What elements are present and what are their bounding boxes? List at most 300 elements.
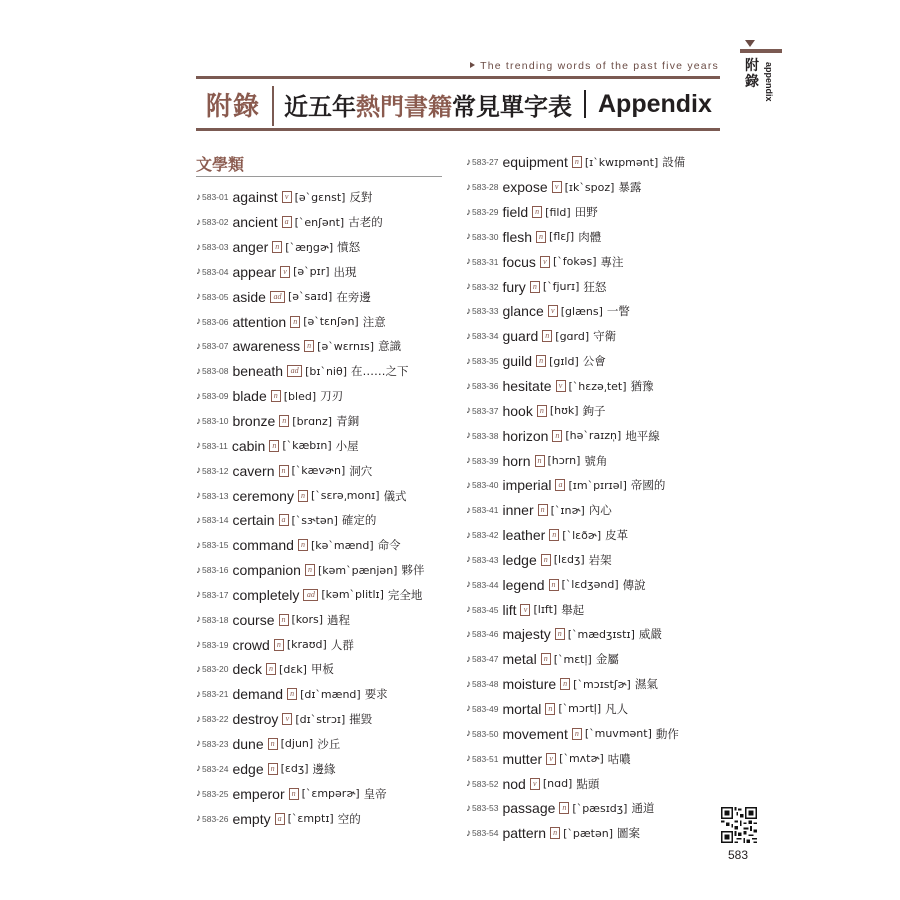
phonetic: [`mʌtɚ]	[559, 752, 604, 766]
audio-track-number[interactable]: ♪ 583-49	[466, 703, 499, 715]
part-of-speech-badge: a	[555, 479, 565, 491]
list-item	[196, 483, 424, 508]
list-item	[466, 448, 685, 473]
vocab-word: equipment	[502, 154, 568, 171]
audio-track-number[interactable]: ♪ 583-06	[196, 316, 229, 328]
music-note-icon: ♪	[196, 291, 201, 303]
part-of-speech-badge: n	[541, 554, 551, 566]
vocab-word: empty	[232, 810, 271, 827]
vocab-word: expose	[502, 179, 548, 196]
phonetic: [`fjurɪ]	[542, 280, 580, 294]
phonetic: [dɛk]	[279, 662, 307, 676]
list-item	[466, 821, 685, 846]
title-main: 近五年 熱門書籍 常見單字表 Appendix	[284, 89, 712, 121]
music-note-icon: ♪	[196, 340, 201, 352]
music-note-icon: ♪	[466, 604, 471, 616]
audio-track-number[interactable]: ♪ 583-34	[466, 330, 499, 342]
title-appendix-en: Appendix	[598, 89, 712, 118]
translation: 暴露	[618, 180, 642, 195]
translation: 出現	[333, 264, 357, 279]
qr-code-icon[interactable]	[721, 807, 757, 843]
list-item	[196, 732, 424, 757]
music-note-icon: ♪	[466, 380, 471, 392]
translation: 注意	[362, 314, 386, 329]
audio-track-number[interactable]: ♪ 583-03	[196, 241, 229, 253]
translation: 金屬	[595, 652, 619, 667]
translation: 確定的	[341, 513, 377, 528]
part-of-speech-badge: n	[272, 241, 282, 253]
music-note-icon: ♪	[196, 440, 201, 452]
page-title	[196, 80, 720, 128]
audio-track-number[interactable]: ♪ 583-36	[466, 380, 499, 392]
audio-track-number[interactable]: ♪ 583-15	[196, 539, 229, 551]
audio-track-number[interactable]: ♪ 583-04	[196, 266, 229, 278]
audio-track-number[interactable]: ♪ 583-08	[196, 365, 229, 377]
translation: 命令	[377, 538, 401, 553]
part-of-speech-badge: ad	[287, 365, 302, 377]
vocab-word: mutter	[502, 750, 543, 767]
audio-track-number[interactable]: ♪ 583-27	[466, 156, 499, 168]
music-note-icon: ♪	[466, 206, 471, 218]
translation: 沙丘	[317, 736, 341, 751]
music-note-icon: ♪	[466, 405, 471, 417]
vocab-word: glance	[502, 303, 544, 320]
list-item	[466, 349, 685, 374]
phonetic: [`sɝtən]	[291, 513, 338, 527]
vocab-word: crowd	[232, 636, 270, 653]
music-note-icon: ♪	[196, 614, 201, 626]
translation: 公會	[582, 354, 606, 369]
list-item	[466, 498, 685, 523]
vocab-word: flesh	[502, 228, 533, 245]
vocab-word: legend	[502, 576, 545, 593]
music-note-icon: ♪	[466, 728, 471, 740]
audio-track-number[interactable]: ♪ 583-26	[196, 813, 229, 825]
vocab-word: moisture	[502, 676, 557, 693]
audio-track-number[interactable]: ♪ 583-53	[466, 802, 499, 814]
phonetic: [kə`mænd]	[310, 538, 374, 552]
phonetic: [djun]	[280, 737, 314, 751]
vocab-word: fury	[502, 278, 526, 295]
translation: 傳說	[622, 577, 646, 592]
list-item	[196, 558, 424, 583]
audio-track-number[interactable]: ♪ 583-45	[466, 604, 499, 616]
part-of-speech-badge: n	[560, 678, 570, 690]
list-item	[196, 707, 424, 732]
part-of-speech-badge: a	[282, 216, 292, 228]
vocab-word: field	[502, 204, 529, 221]
audio-track-number[interactable]: ♪ 583-24	[196, 763, 229, 775]
list-item	[466, 398, 685, 423]
translation: 威嚴	[638, 627, 662, 642]
list-item	[196, 334, 424, 359]
list-item	[196, 185, 424, 210]
audio-track-number[interactable]: ♪ 583-43	[466, 554, 499, 566]
phonetic: [`ɛmpərɚ]	[301, 787, 360, 801]
part-of-speech-badge: n	[555, 628, 565, 640]
translation: 狂怒	[583, 279, 607, 294]
part-of-speech-badge: v	[546, 753, 556, 765]
list-item	[466, 423, 685, 448]
translation: 要求	[364, 687, 388, 702]
music-note-icon: ♪	[196, 514, 201, 526]
music-note-icon: ♪	[196, 241, 201, 253]
audio-track-number[interactable]: ♪ 583-18	[196, 614, 229, 626]
vocab-word: pattern	[502, 825, 547, 842]
vocab-word: focus	[502, 253, 536, 270]
audio-track-number[interactable]: ♪ 583-13	[196, 490, 229, 502]
part-of-speech-badge: a	[275, 813, 285, 825]
translation: 動作	[655, 726, 679, 741]
phonetic: [nɑd]	[542, 777, 573, 791]
music-note-icon: ♪	[196, 465, 201, 477]
audio-track-number[interactable]: ♪ 583-23	[196, 738, 229, 750]
phonetic: [`lɛðɚ]	[562, 528, 602, 542]
translation: 一瞥	[606, 304, 630, 319]
audio-track-number[interactable]: ♪ 583-51	[466, 753, 499, 765]
music-note-icon: ♪	[466, 355, 471, 367]
vocab-word: majesty	[502, 626, 551, 643]
vocab-word: nod	[502, 775, 526, 792]
phonetic: [`ɪnɚ]	[550, 503, 585, 517]
audio-track-number[interactable]: ♪ 583-48	[466, 678, 499, 690]
audio-track-number[interactable]: ♪ 583-10	[196, 415, 229, 427]
list-item	[466, 175, 685, 200]
audio-track-number[interactable]: ♪ 583-12	[196, 465, 229, 477]
audio-track-number[interactable]: ♪ 583-14	[196, 514, 229, 526]
vocab-word: horizon	[502, 427, 549, 444]
music-note-icon: ♪	[466, 256, 471, 268]
audio-track-number[interactable]: ♪ 583-11	[196, 440, 228, 452]
vocab-word: demand	[232, 686, 284, 703]
vocab-word: companion	[232, 562, 301, 579]
title-divider	[272, 86, 274, 126]
part-of-speech-badge: n	[298, 539, 308, 551]
list-item	[196, 458, 424, 483]
translation: 反對	[349, 190, 373, 205]
list-item	[466, 374, 685, 399]
music-note-icon: ♪	[196, 813, 201, 825]
part-of-speech-badge: v	[282, 191, 292, 203]
vocab-word: ceremony	[232, 487, 294, 504]
phonetic: [`hɛzə͵tet]	[568, 379, 627, 393]
list-item	[196, 235, 424, 260]
translation: 岩架	[588, 552, 612, 567]
translation: 儀式	[383, 488, 407, 503]
music-note-icon: ♪	[196, 539, 201, 551]
phonetic: [`muvmənt]	[584, 727, 652, 741]
phonetic: [ɛdʒ]	[280, 762, 309, 776]
part-of-speech-badge: v	[280, 266, 290, 278]
phonetic: [hə`raɪzn̩]	[565, 429, 622, 443]
audio-track-number[interactable]: ♪ 583-44	[466, 579, 499, 591]
phonetic: [bled]	[283, 389, 317, 403]
phonetic: [`kævɚn]	[291, 464, 346, 478]
music-note-icon: ♪	[466, 678, 471, 690]
part-of-speech-badge: n	[266, 663, 276, 675]
music-note-icon: ♪	[196, 564, 201, 576]
part-of-speech-badge: n	[572, 156, 582, 168]
audio-track-number[interactable]: ♪ 583-35	[466, 355, 499, 367]
list-item	[196, 583, 424, 608]
vocab-word: ledge	[502, 551, 537, 568]
translation: 通道	[631, 801, 655, 816]
list-item	[466, 721, 685, 746]
list-item	[466, 548, 685, 573]
list-item	[196, 433, 424, 458]
phonetic: [`fokəs]	[552, 255, 597, 269]
part-of-speech-badge: n	[290, 316, 300, 328]
part-of-speech-badge: v	[552, 181, 562, 193]
part-of-speech-badge: n	[535, 455, 545, 467]
part-of-speech-badge: v	[548, 305, 558, 317]
phonetic: [ɪk`spoz]	[564, 180, 615, 194]
word-list-right	[466, 150, 685, 846]
music-note-icon: ♪	[466, 529, 471, 541]
phonetic: [`mɔɪstʃɚ]	[573, 677, 631, 691]
vocab-word: movement	[502, 725, 568, 742]
music-note-icon: ♪	[466, 231, 471, 243]
audio-track-number[interactable]: ♪ 583-38	[466, 430, 499, 442]
music-note-icon: ♪	[466, 281, 471, 293]
vocab-word: certain	[232, 512, 275, 529]
music-note-icon: ♪	[196, 788, 201, 800]
phonetic: [brɑnz]	[292, 414, 333, 428]
word-list-left	[196, 185, 424, 831]
list-item	[466, 572, 685, 597]
translation: 咕噥	[607, 751, 631, 766]
translation: 人群	[330, 637, 354, 652]
music-note-icon: ♪	[466, 653, 471, 665]
translation: 夥伴	[401, 563, 425, 578]
triangle-marker-icon	[470, 62, 475, 68]
vocab-word: guild	[502, 353, 533, 370]
translation: 憤怒	[337, 240, 361, 255]
music-note-icon: ♪	[466, 703, 471, 715]
list-item	[466, 324, 685, 349]
list-item	[196, 682, 424, 707]
translation: 圖案	[616, 826, 640, 841]
audio-track-number[interactable]: ♪ 583-33	[466, 305, 499, 317]
vocab-word: deck	[232, 661, 263, 678]
vocab-word: course	[232, 611, 275, 628]
vocab-word: appear	[232, 263, 277, 280]
phonetic: [`pæsɪdʒ]	[572, 801, 628, 815]
translation: 舉起	[561, 602, 585, 617]
vocab-word: cabin	[231, 437, 266, 454]
music-note-icon: ♪	[466, 554, 471, 566]
list-item	[196, 756, 424, 781]
audio-track-number[interactable]: ♪ 583-25	[196, 788, 229, 800]
list-item	[466, 771, 685, 796]
part-of-speech-badge: n	[541, 653, 551, 665]
translation: 帝國的	[630, 478, 666, 493]
part-of-speech-badge: n	[304, 340, 314, 352]
phonetic: [`lɛdʒənd]	[561, 578, 619, 592]
part-of-speech-badge: n	[542, 330, 552, 342]
vocab-word: inner	[502, 502, 534, 519]
phonetic: [flɛʃ]	[549, 230, 575, 244]
vocab-word: against	[232, 189, 278, 206]
translation: 田野	[574, 205, 598, 220]
phonetic: [`pætən]	[563, 826, 613, 840]
phonetic: [dɪ`mænd]	[300, 687, 361, 701]
vocab-word: ancient	[232, 214, 278, 231]
audio-track-number[interactable]: ♪ 583-22	[196, 713, 229, 725]
audio-track-number[interactable]: ♪ 583-31	[466, 256, 499, 268]
audio-track-number[interactable]: ♪ 583-21	[196, 688, 229, 700]
vocab-word: guard	[502, 328, 539, 345]
music-note-icon: ♪	[196, 663, 201, 675]
part-of-speech-badge: n	[268, 763, 278, 775]
audio-track-number[interactable]: ♪ 583-19	[196, 639, 229, 651]
vocab-word: hesitate	[502, 378, 552, 395]
audio-track-number[interactable]: ♪ 583-07	[196, 340, 229, 352]
audio-track-number[interactable]: ♪ 583-16	[196, 564, 229, 576]
audio-track-number[interactable]: ♪ 583-02	[196, 216, 229, 228]
audio-track-number[interactable]: ♪ 583-52	[466, 778, 499, 790]
phonetic: [ə`gɛnst]	[294, 190, 346, 204]
music-note-icon: ♪	[196, 639, 201, 651]
music-note-icon: ♪	[466, 455, 471, 467]
audio-track-number[interactable]: ♪ 583-42	[466, 529, 499, 541]
vocab-word: mortal	[502, 700, 542, 717]
part-of-speech-badge: n	[552, 430, 562, 442]
audio-track-number[interactable]: ♪ 583-41	[466, 504, 499, 516]
section-title: 文學類	[196, 155, 245, 174]
part-of-speech-badge: v	[556, 380, 566, 392]
vocab-word: aside	[232, 288, 266, 305]
part-of-speech-badge: n	[549, 579, 559, 591]
translation: 猶豫	[630, 379, 654, 394]
audio-track-number[interactable]: ♪ 583-50	[466, 728, 499, 740]
phonetic: [gɑrd]	[555, 329, 590, 343]
vocab-word: passage	[502, 800, 556, 817]
vocab-word: attention	[232, 313, 287, 330]
music-note-icon: ♪	[466, 305, 471, 317]
header-bottom-rule	[196, 128, 720, 131]
part-of-speech-badge: n	[298, 490, 308, 502]
phonetic: [ə`pɪr]	[293, 265, 330, 279]
part-of-speech-badge: n	[536, 231, 546, 243]
translation: 點頭	[576, 776, 600, 791]
part-of-speech-badge: n	[287, 688, 297, 700]
vocab-word: bronze	[232, 413, 276, 430]
audio-track-number[interactable]: ♪ 583-46	[466, 628, 499, 640]
audio-track-number[interactable]: ♪ 583-54	[466, 827, 499, 839]
part-of-speech-badge: v	[520, 604, 530, 616]
phonetic: [ə`wɛrnɪs]	[317, 339, 375, 353]
list-item	[196, 806, 424, 831]
audio-track-number[interactable]: ♪ 583-47	[466, 653, 499, 665]
phonetic: [bɪ`niθ]	[305, 364, 347, 378]
part-of-speech-badge: n	[305, 564, 315, 576]
part-of-speech-badge: v	[282, 713, 292, 725]
audio-track-number[interactable]: ♪ 583-39	[466, 455, 499, 467]
part-of-speech-badge: n	[279, 465, 289, 477]
audio-track-number[interactable]: ♪ 583-28	[466, 181, 499, 193]
list-item	[196, 409, 424, 434]
music-note-icon: ♪	[196, 216, 201, 228]
translation: 號角	[584, 453, 608, 468]
phonetic: [`mɛtl̩]	[553, 652, 592, 666]
audio-track-number[interactable]: ♪ 583-17	[196, 589, 229, 601]
audio-track-number[interactable]: ♪ 583-20	[196, 663, 229, 675]
list-item	[196, 210, 424, 235]
translation: 肉體	[578, 229, 602, 244]
page-number: 583	[728, 848, 749, 862]
translation: 皮革	[605, 528, 629, 543]
audio-track-number[interactable]: ♪ 583-29	[466, 206, 499, 218]
translation: 凡人	[605, 701, 629, 716]
phonetic: [kəm`plitlɪ]	[321, 588, 384, 602]
vocab-word: hook	[502, 402, 533, 419]
music-note-icon: ♪	[466, 778, 471, 790]
music-note-icon: ♪	[466, 802, 471, 814]
list-item	[196, 632, 424, 657]
music-note-icon: ♪	[466, 156, 471, 168]
list-item	[196, 607, 424, 632]
music-note-icon: ♪	[196, 191, 201, 203]
vocab-word: metal	[502, 651, 537, 668]
part-of-speech-badge: n	[268, 738, 278, 750]
music-note-icon: ♪	[196, 738, 201, 750]
list-item	[196, 384, 424, 409]
translation: 邊緣	[312, 761, 336, 776]
vocab-word: command	[232, 537, 294, 554]
phonetic: [`æŋgɚ]	[285, 240, 334, 254]
translation: 設備	[662, 155, 686, 170]
translation: 摧毀	[349, 712, 373, 727]
phonetic: [hɔrn]	[547, 454, 581, 468]
translation: 意識	[378, 339, 402, 354]
audio-track-number[interactable]: ♪ 583-05	[196, 291, 229, 303]
part-of-speech-badge: n	[537, 405, 547, 417]
list-item	[466, 299, 685, 324]
vocab-word: anger	[232, 239, 269, 256]
part-of-speech-badge: n	[274, 639, 284, 651]
music-note-icon: ♪	[466, 479, 471, 491]
audio-track-number[interactable]: ♪ 583-32	[466, 281, 499, 293]
music-note-icon: ♪	[466, 330, 471, 342]
title-bar-divider	[584, 90, 586, 118]
phonetic: [`enʃənt]	[294, 215, 345, 229]
list-item	[466, 647, 685, 672]
list-item	[196, 260, 424, 285]
music-note-icon: ♪	[196, 688, 201, 700]
side-tab-cn: 附錄	[745, 58, 759, 90]
music-note-icon: ♪	[196, 713, 201, 725]
list-item	[466, 672, 685, 697]
phonetic: [`mædʒɪstɪ]	[567, 627, 635, 641]
music-note-icon: ♪	[466, 628, 471, 640]
vocab-word: cavern	[232, 462, 275, 479]
phonetic: [glæns]	[560, 304, 603, 318]
list-item	[466, 249, 685, 274]
part-of-speech-badge: ad	[303, 589, 318, 601]
music-note-icon: ♪	[196, 490, 201, 502]
audio-track-number[interactable]: ♪ 583-01	[196, 191, 229, 203]
music-note-icon: ♪	[196, 316, 201, 328]
audio-track-number[interactable]: ♪ 583-09	[196, 390, 229, 402]
translation: 內心	[588, 503, 612, 518]
audio-track-number[interactable]: ♪ 583-37	[466, 405, 499, 417]
audio-track-number[interactable]: ♪ 583-30	[466, 231, 499, 243]
music-note-icon: ♪	[466, 181, 471, 193]
audio-track-number[interactable]: ♪ 583-40	[466, 479, 499, 491]
phonetic: [`ɛmptɪ]	[287, 812, 334, 826]
phonetic: [ə`saɪd]	[287, 290, 333, 304]
